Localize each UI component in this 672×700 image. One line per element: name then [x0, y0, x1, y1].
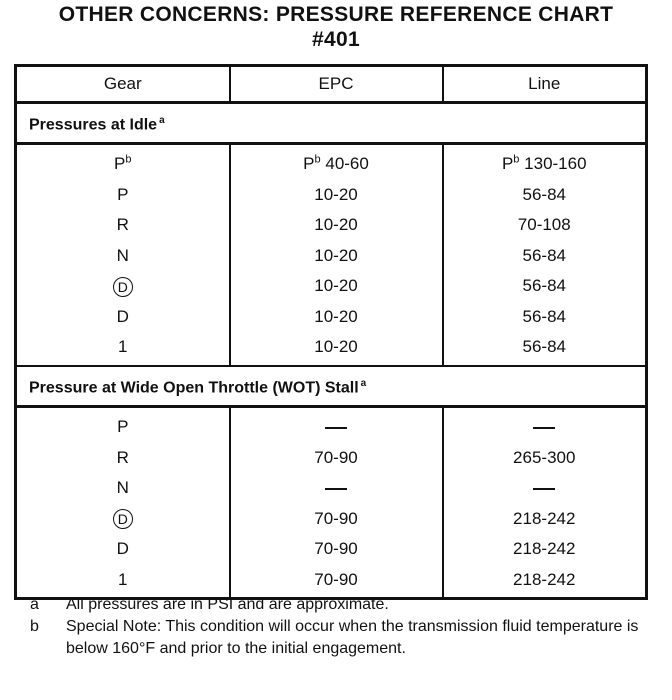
- gear-cell: [16, 504, 230, 535]
- line-cell: [443, 241, 647, 272]
- footnote-marker: a: [360, 377, 367, 389]
- section-header-group: [16, 366, 647, 407]
- cell-value: 265-300: [513, 447, 576, 467]
- cell-value: D: [116, 306, 129, 326]
- column-header-line: Line: [443, 66, 647, 103]
- gear-cell: [16, 241, 230, 272]
- cell-value: 10-20: [314, 337, 358, 357]
- epc-cell: [230, 443, 443, 474]
- footnote-a: [30, 594, 650, 616]
- epc-cell: [230, 271, 443, 302]
- footnote-marker: b: [513, 153, 520, 166]
- gear-cell: [16, 473, 230, 504]
- gear-cell: [16, 149, 230, 180]
- epc-cell: [230, 473, 443, 504]
- column-header-gear: Gear: [16, 66, 230, 103]
- circled-gear-value: D: [113, 509, 133, 529]
- footnote-b: [30, 616, 650, 660]
- line-cell: [443, 180, 647, 211]
- cell-value: R: [116, 447, 129, 467]
- line-cell: [443, 302, 647, 333]
- gear-cell: [16, 210, 230, 241]
- gear-cell: [16, 534, 230, 565]
- section-rows: [16, 407, 647, 599]
- cell-value: 10-20: [314, 276, 358, 296]
- circled-gear-value: D: [113, 277, 133, 297]
- chart-number: #401: [312, 28, 360, 51]
- table-row: [16, 271, 647, 302]
- cell-value: P: [117, 184, 129, 204]
- epc-cell: [230, 302, 443, 333]
- epc-cell: [230, 180, 443, 211]
- footnote-marker: a: [159, 115, 165, 126]
- line-cell: [443, 149, 647, 180]
- gear-cell: [16, 412, 230, 443]
- section-header: [16, 366, 647, 407]
- gear-cell: [16, 180, 230, 211]
- table-row: [16, 412, 647, 443]
- epc-cell: [230, 534, 443, 565]
- cell-value: N: [116, 478, 129, 498]
- line-cell: [443, 412, 647, 443]
- value-prefix: P: [501, 154, 514, 174]
- table-row: [16, 534, 647, 565]
- chart-title: [0, 2, 672, 52]
- table-row: [16, 473, 647, 504]
- footnote-letter: b: [30, 618, 39, 635]
- table-row: [16, 332, 647, 366]
- cell-value: 70-90: [314, 447, 358, 467]
- cell-value: 1: [118, 337, 128, 357]
- cell-value: 1: [118, 569, 128, 589]
- cell-value: 56-84: [522, 245, 566, 265]
- gear-cell: [16, 443, 230, 474]
- column-header-epc: EPC: [230, 66, 443, 103]
- section-label: Pressures at Idle: [29, 116, 158, 134]
- cell-value: 10-20: [314, 245, 358, 265]
- cell-value: 10-20: [314, 306, 358, 326]
- section-rows: [16, 144, 647, 366]
- footnote-letter: a: [30, 596, 39, 613]
- table-row: [16, 241, 647, 272]
- line-cell: [443, 534, 647, 565]
- footnote-text: Special Note: This condition will occur when the transmission fluid temperature is below 160°F and prior to the initial engagement.: [66, 618, 639, 657]
- cell-value: 70-90: [314, 508, 358, 528]
- line-cell: [443, 332, 647, 366]
- dash-value: [325, 488, 347, 490]
- cell-value: 130-160: [524, 154, 587, 174]
- table-row: [16, 149, 647, 180]
- cell-value: 56-84: [522, 184, 566, 204]
- table-row: [16, 443, 647, 474]
- gear-cell: [16, 332, 230, 366]
- section-header: [16, 103, 647, 144]
- cell-value: 40-60: [325, 154, 369, 174]
- dash-value: [325, 427, 347, 429]
- cell-value: 10-20: [314, 215, 358, 235]
- footnotes: [30, 594, 650, 660]
- line-cell: [443, 210, 647, 241]
- cell-value: D: [116, 539, 129, 559]
- cell-value: N: [116, 245, 129, 265]
- cell-value: 56-84: [522, 337, 566, 357]
- cell-value: 218-242: [513, 539, 576, 559]
- table-row: [16, 504, 647, 535]
- cell-value: 218-242: [513, 569, 576, 589]
- cell-value: 70-90: [314, 539, 358, 559]
- epc-cell: [230, 332, 443, 366]
- cell-value: 70-90: [314, 569, 358, 589]
- table-row: [16, 180, 647, 211]
- gear-cell: [16, 302, 230, 333]
- epc-cell: [230, 149, 443, 180]
- cell-value: P: [117, 417, 129, 437]
- line-cell: [443, 504, 647, 535]
- cell-value: 56-84: [522, 306, 566, 326]
- chart-title-line-1: OTHER CONCERNS: PRESSURE REFERENCE CHART: [58, 3, 614, 26]
- line-cell: [443, 473, 647, 504]
- epc-cell: [230, 210, 443, 241]
- line-cell: [443, 271, 647, 302]
- epc-cell: [230, 504, 443, 535]
- cell-value: 218-242: [513, 508, 576, 528]
- dash-value: [533, 488, 555, 490]
- table-row: [16, 302, 647, 333]
- line-cell: [443, 443, 647, 474]
- section-label: Pressure at Wide Open Throttle (WOT) Stall: [29, 379, 359, 397]
- cell-value: P: [114, 154, 126, 174]
- section-header-group: [16, 103, 647, 144]
- table-row: [16, 210, 647, 241]
- table-header: [16, 66, 647, 103]
- cell-value: 70-108: [517, 215, 571, 235]
- value-prefix: P: [303, 154, 315, 174]
- footnote-marker: b: [125, 153, 132, 166]
- footnote-marker: b: [314, 153, 321, 166]
- cell-value: R: [116, 215, 129, 235]
- epc-cell: [230, 412, 443, 443]
- cell-value: 56-84: [522, 276, 566, 296]
- gear-cell: [16, 271, 230, 302]
- footnote-text: All pressures are in PSI and are approximate.: [66, 596, 389, 613]
- cell-value: 10-20: [314, 184, 358, 204]
- pressure-reference-table: [14, 64, 648, 600]
- dash-value: [533, 427, 555, 429]
- epc-cell: [230, 241, 443, 272]
